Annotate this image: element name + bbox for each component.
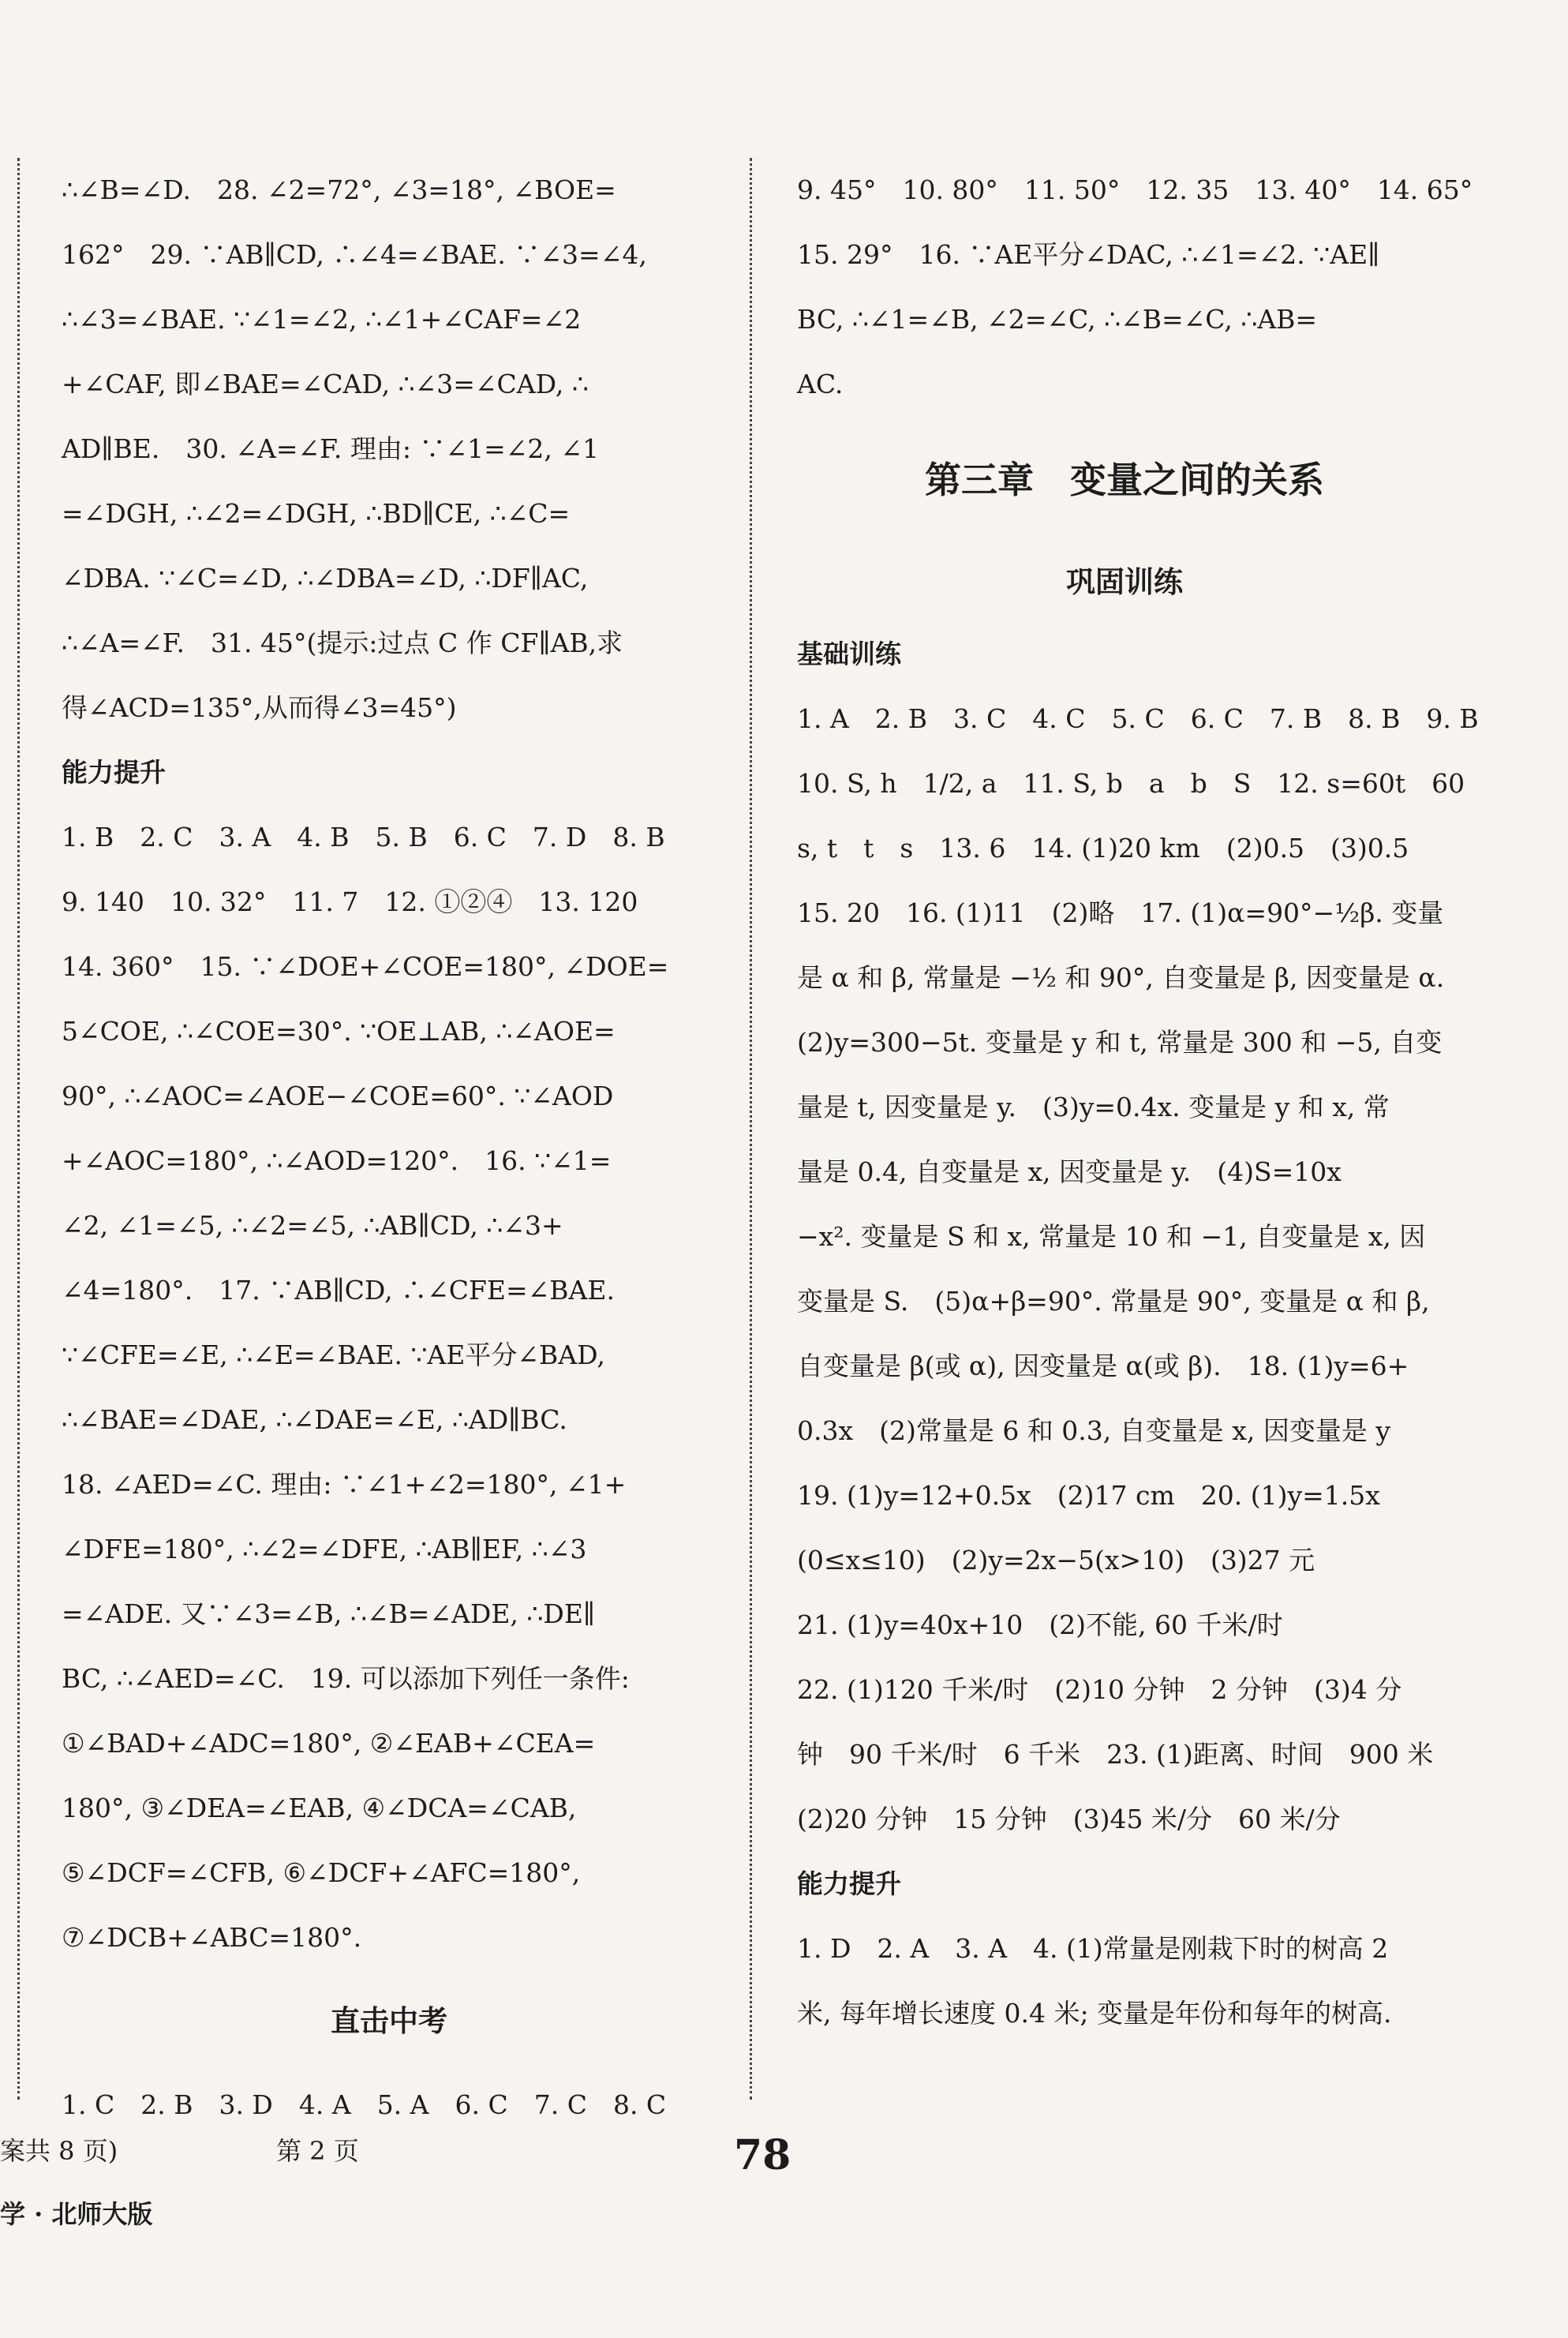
text-line: BC, ∴∠AED=∠C. 19. 可以添加下列任一条件: xyxy=(62,1663,630,1694)
section-title: 巩固训练 xyxy=(1066,565,1183,599)
text-line: AD∥BE. 30. ∠A=∠F. 理由: ∵∠1=∠2, ∠1 xyxy=(62,433,600,464)
left-last-line: 1. C 2. B 3. D 4. A 5. A 6. C 7. C 8. C xyxy=(62,2089,667,2120)
text-line: 量是 t, 因变量是 y. (3)y=0.4x. 变量是 y 和 x, 常 xyxy=(797,1092,1390,1122)
footer-left: 案共 8 页) xyxy=(0,2136,118,2166)
text-line: ∠DFE=180°, ∴∠2=∠DFE, ∴AB∥EF, ∴∠3 xyxy=(62,1534,587,1564)
text-line: ∴∠BAE=∠DAE, ∴∠DAE=∠E, ∴AD∥BC. xyxy=(62,1404,567,1435)
text-line: 量是 0.4, 自变量是 x, 因变量是 y. (4)S=10x xyxy=(797,1156,1342,1187)
text-line: 90°, ∴∠AOC=∠AOE−∠COE=60°. ∵∠AOD xyxy=(62,1081,614,1111)
text-line: ∠4=180°. 17. ∵AB∥CD, ∴∠CFE=∠BAE. xyxy=(62,1275,615,1306)
text-line: 0.3x (2)常量是 6 和 0.3, 自变量是 x, 因变量是 y xyxy=(797,1415,1390,1446)
text-line: 14. 360° 15. ∵∠DOE+∠COE=180°, ∠DOE= xyxy=(62,951,669,982)
text-line: 22. (1)120 千米/时 (2)10 分钟 2 分钟 (3)4 分 xyxy=(797,1674,1402,1705)
text-line: 9. 140 10. 32° 11. 7 12. ①②④ 13. 120 xyxy=(62,886,638,917)
right-heading-ability: 能力提升 xyxy=(797,1868,901,1899)
text-line: 是 α 和 β, 常量是 −½ 和 90°, 自变量是 β, 因变量是 α. xyxy=(797,962,1445,993)
text-line: =∠ADE. 又∵∠3=∠B, ∴∠B=∠ADE, ∴DE∥ xyxy=(62,1598,596,1629)
text-line: 变量是 S. (5)α+β=90°. 常量是 90°, 变量是 α 和 β, xyxy=(797,1286,1430,1317)
left-heading-ability: 能力提升 xyxy=(62,757,166,788)
text-line: ⑤∠DCF=∠CFB, ⑥∠DCF+∠AFC=180°, xyxy=(62,1857,581,1888)
text-line: +∠CAF, 即∠BAE=∠CAD, ∴∠3=∠CAD, ∴ xyxy=(62,369,589,399)
text-line: ①∠BAD+∠ADC=180°, ②∠EAB+∠CEA= xyxy=(62,1728,596,1759)
text-line: 自变量是 β(或 α), 因变量是 α(或 β). 18. (1)y=6+ xyxy=(797,1351,1409,1381)
page-number: 78 xyxy=(734,2131,791,2179)
text-line: 18. ∠AED=∠C. 理由: ∵∠1+∠2=180°, ∠1+ xyxy=(62,1469,627,1500)
left-heading-exam: 直击中考 xyxy=(331,2004,447,2038)
text-line: 15. 20 16. (1)11 (2)略 17. (1)α=90°−½β. 变量 xyxy=(797,897,1444,928)
text-line: s, t t s 13. 6 14. (1)20 km (2)0.5 (3)0.5 xyxy=(797,833,1409,864)
footer-page: 第 2 页 xyxy=(276,2136,359,2166)
text-line: 15. 29° 16. ∵AE平分∠DAC, ∴∠1=∠2. ∵AE∥ xyxy=(797,239,1380,270)
left-text-block-2 xyxy=(62,805,717,1970)
text-line: ⑦∠DCB+∠ABC=180°. xyxy=(62,1922,362,1953)
text-line: 得∠ACD=135°,从而得∠3=45°) xyxy=(62,692,457,723)
text-line: 19. (1)y=12+0.5x (2)17 cm 20. (1)y=1.5x xyxy=(797,1480,1380,1511)
text-line: 钟 90 千米/时 6 千米 23. (1)距离、时间 900 米 xyxy=(797,1739,1434,1770)
footer-edition: 学 · 北师大版 xyxy=(0,2199,153,2229)
text-line: BC, ∴∠1=∠B, ∠2=∠C, ∴∠B=∠C, ∴AB= xyxy=(797,304,1318,335)
text-line: ∠DBA. ∵∠C=∠D, ∴∠DBA=∠D, ∴DF∥AC, xyxy=(62,563,589,594)
text-line: 5∠COE, ∴∠COE=30°. ∵OE⊥AB, ∴∠AOE= xyxy=(62,1016,616,1047)
right-heading-basic: 基础训练 xyxy=(797,639,901,669)
text-line: 9. 45° 10. 80° 11. 50° 12. 35 13. 40° 14. 65° xyxy=(797,174,1473,205)
right-text-block-2 xyxy=(797,687,1479,1852)
text-line: (2)y=300−5t. 变量是 y 和 t, 常量是 300 和 −5, 自变 xyxy=(797,1027,1443,1058)
text-line: 1. B 2. C 3. A 4. B 5. B 6. C 7. D 8. B xyxy=(62,822,665,852)
left-text-block-1 xyxy=(62,158,717,740)
text-line: +∠AOC=180°, ∴∠AOD=120°. 16. ∵∠1= xyxy=(62,1145,612,1176)
text-line: (2)20 分钟 15 分钟 (3)45 米/分 60 米/分 xyxy=(797,1804,1341,1834)
text-line: AC. xyxy=(797,369,844,399)
binding-rail-left xyxy=(17,158,20,2100)
text-line: ∵∠CFE=∠E, ∴∠E=∠BAE. ∵AE平分∠BAD, xyxy=(62,1339,605,1370)
text-line: 1. D 2. A 3. A 4. (1)常量是刚栽下时的树高 2 xyxy=(797,1933,1389,1964)
text-line: =∠DGH, ∴∠2=∠DGH, ∴BD∥CE, ∴∠C= xyxy=(62,498,571,529)
text-line: −x². 变量是 S 和 x, 常量是 10 和 −1, 自变量是 x, 因 xyxy=(797,1221,1426,1252)
left-column xyxy=(62,158,717,2138)
right-text-block-1 xyxy=(797,158,1473,417)
text-line: ∴∠B=∠D. 28. ∠2=72°, ∠3=18°, ∠BOE= xyxy=(62,174,616,205)
text-line: 米, 每年增长速度 0.4 米; 变量是年份和每年的树高. xyxy=(797,1998,1392,2029)
text-line: (0≤x≤10) (2)y=2x−5(x>10) (3)27 元 xyxy=(797,1545,1315,1576)
text-line: 162° 29. ∵AB∥CD, ∴∠4=∠BAE. ∵∠3=∠4, xyxy=(62,239,647,270)
text-line: 1. A 2. B 3. C 4. C 5. C 6. C 7. B 8. B 9. B xyxy=(797,703,1479,734)
text-line: ∴∠A=∠F. 31. 45°(提示:过点 C 作 CF∥AB,求 xyxy=(62,628,623,658)
chapter-title: 第三章 变量之间的关系 xyxy=(925,459,1324,501)
text-line: ∠2, ∠1=∠5, ∴∠2=∠5, ∴AB∥CD, ∴∠3+ xyxy=(62,1210,563,1241)
right-column xyxy=(797,158,1479,2046)
column-divider xyxy=(750,158,752,2100)
right-text-block-3 xyxy=(797,1916,1452,2046)
text-line: 21. (1)y=40x+10 (2)不能, 60 千米/时 xyxy=(797,1609,1283,1640)
text-line: ∴∠3=∠BAE. ∵∠1=∠2, ∴∠1+∠CAF=∠2 xyxy=(62,304,582,335)
text-line: 180°, ③∠DEA=∠EAB, ④∠DCA=∠CAB, xyxy=(62,1793,577,1823)
text-line: 10. S, h 1/2, a 11. S, b a b S 12. s=60t 60 xyxy=(797,768,1465,799)
